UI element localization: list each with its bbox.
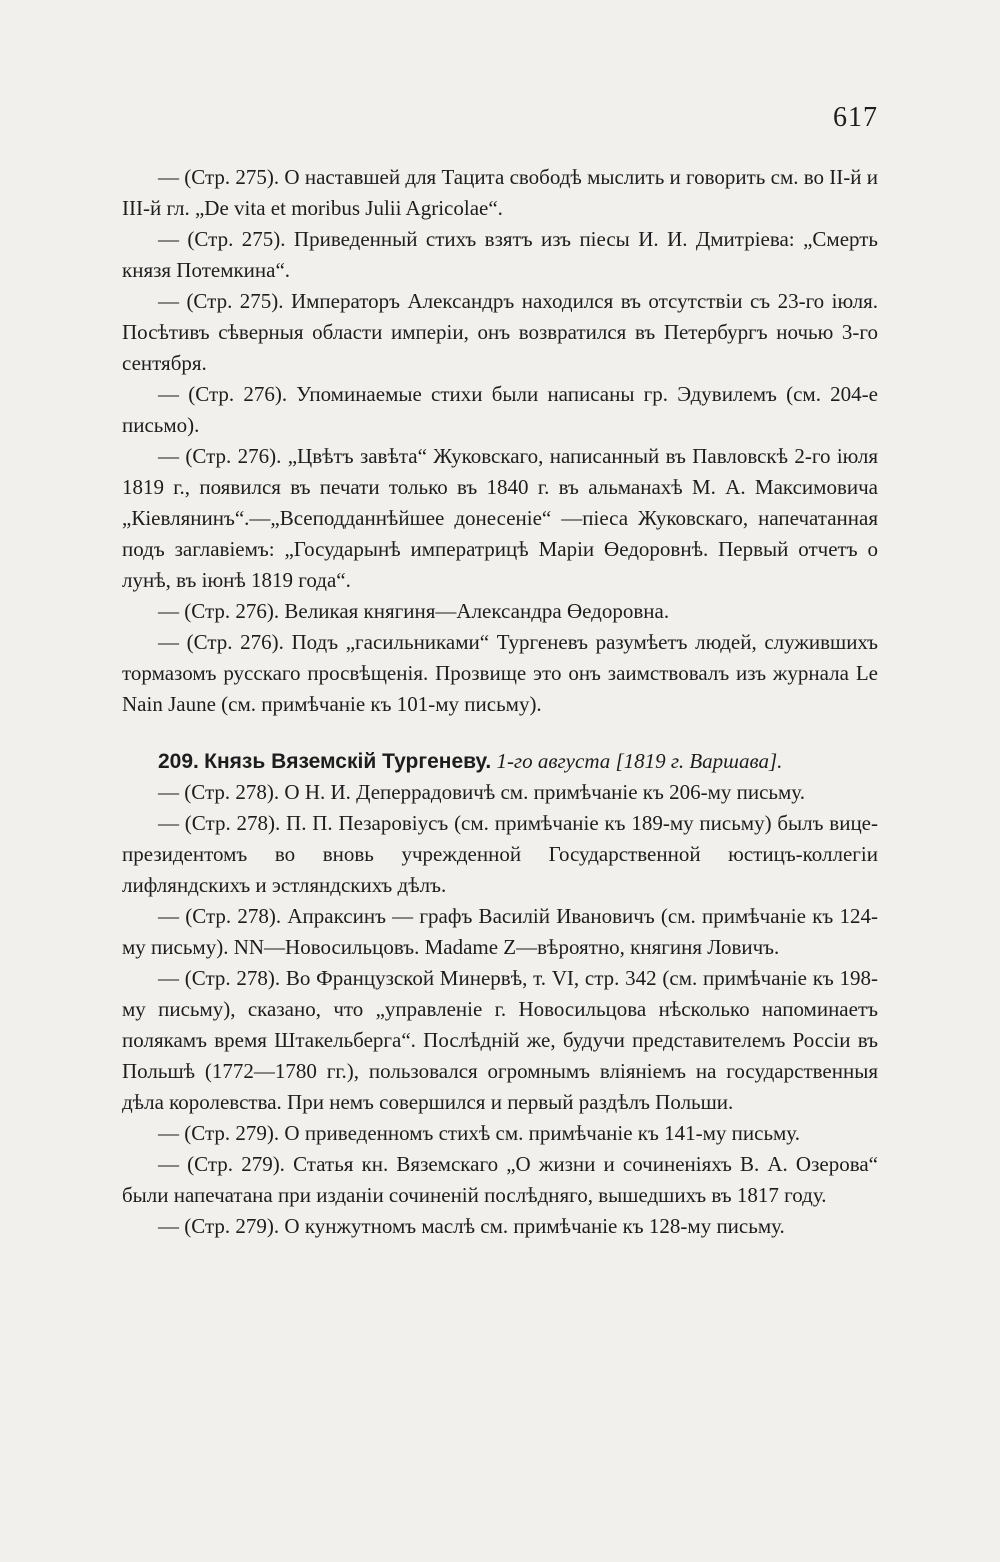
note-paragraph: — (Стр. 279). О кунжутномъ маслѣ см. примѣчаніе къ 128-му письму. [158, 1214, 785, 1238]
note-paragraph: — (Стр. 279). О приведенномъ стихѣ см. примѣчаніе къ 141-му письму. [158, 1121, 800, 1145]
section-heading [122, 746, 878, 777]
note-paragraph: — (Стр. 278). О Н. И. Деперрадовичѣ см. примѣчаніе къ 206-му письму. [158, 780, 805, 804]
section-title: Князь Вяземскій Тургеневу. [204, 750, 492, 773]
note-paragraph: — (Стр. 276). Подъ „гасильниками“ Тургеневъ разумѣетъ людей, служившихъ тормазомъ русскаго просвѣщенія. Прозвище это онъ заимствовалъ изъ журнала Le Nain Jaune (см. примѣчаніе къ 101-му письму). [122, 630, 878, 716]
note-paragraph: — (Стр. 275). О наставшей для Тацита свободѣ мыслить и говорить см. во II-й и III-й гл. „De vita et moribus Julii Agricolae“. [122, 165, 878, 220]
section-date: 1-го августа [1819 г. Варшава]. [496, 749, 783, 773]
section-number: 209. [158, 750, 199, 773]
note-paragraph: — (Стр. 278). Во Французской Минервѣ, т. VI, стр. 342 (см. примѣчаніе къ 198-му письму), сказано, что „управленіе г. Новосильцова нѣсколько напоминаетъ полякамъ время Штакельберга“. Послѣдній же, будучи представителемъ Россіи въ Польшѣ (1772—1780 гг.), пользовался огромнымъ вліяніемъ на государственныя дѣла королевства. При немъ совершился и первый раздѣлъ Польши. [122, 966, 878, 1114]
note-paragraph: — (Стр. 278). Апраксинъ — графъ Василій Ивановичъ (см. примѣчаніе къ 124-му письму). NN—Новосильцовъ. Madame Z—вѣроятно, княгиня Ловичъ. [122, 904, 878, 959]
note-paragraph: — (Стр. 279). Статья кн. Вяземскаго „О жизни и сочиненіяхъ В. А. Озерова“ были напечатана при изданіи сочиненій послѣдняго, вышедшихъ въ 1817 году. [122, 1152, 878, 1207]
page-body [122, 162, 878, 1242]
note-paragraph: — (Стр. 276). Упоминаемые стихи были написаны гр. Эдувилемъ (см. 204-е письмо). [122, 382, 878, 437]
note-paragraph: — (Стр. 275). Императоръ Александръ находился въ отсутствіи съ 23-го іюля. Посѣтивъ сѣверныя области имперіи, онъ возвратился въ Петербургъ ночью 3-го сентября. [122, 289, 878, 375]
note-paragraph: — (Стр. 275). Приведенный стихъ взятъ изъ піесы И. И. Дмитріева: „Смерть князя Потемкина“. [122, 227, 878, 282]
note-paragraph: — (Стр. 278). П. П. Пезаровіусъ (см. примѣчаніе къ 189-му письму) былъ вице-президентомъ во вновь учрежденной Государственной юстицъ-коллегіи лифляндскихъ и эстляндскихъ дѣлъ. [122, 811, 878, 897]
page-number: 617 [833, 102, 878, 133]
note-paragraph: — (Стр. 276). Великая княгиня—Александра Өедоровна. [158, 599, 670, 623]
note-paragraph: — (Стр. 276). „Цвѣтъ завѣта“ Жуковскаго, написанный въ Павловскѣ 2-го іюля 1819 г., появился въ печати только въ 1840 г. въ альманахѣ М. А. Максимовича „Кіевлянинъ“.—„Всеподданнѣйшее донесеніе“ —піеса Жуковскаго, напечатанная подъ заглавіемъ: „Государынѣ императрицѣ Маріи Өедоровнѣ. Первый отчетъ о лунѣ, въ іюнѣ 1819 года“. [122, 444, 878, 592]
